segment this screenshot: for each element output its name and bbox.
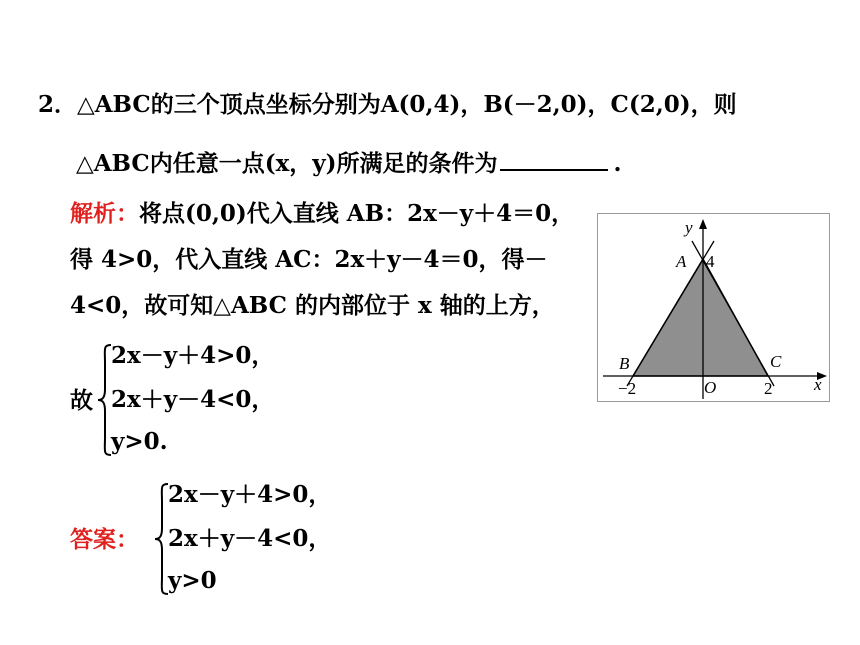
problem-line-2-text: △ABC内任意一点(x，y)所满足的条件为	[76, 150, 498, 177]
point-a-label: A	[676, 252, 687, 271]
graph-svg	[598, 214, 829, 401]
solution-line-2: 得 4>0，代入直线 AC：2x＋y－4＝0，得－	[70, 246, 548, 273]
answer-label: 答案：	[70, 527, 139, 553]
tick-a-label: 4	[706, 252, 715, 271]
axis-x-label: x	[814, 375, 822, 394]
solution-line-3: 4<0，故可知△ABC 的内部位于 x 轴的上方，	[70, 292, 555, 319]
solution-system	[97, 341, 297, 459]
origin-label: O	[704, 378, 717, 397]
solution-prefix: 故	[70, 387, 93, 414]
point-b-label: B	[619, 354, 630, 373]
solution-system-row-1: 2x－y＋4>0，	[111, 342, 275, 369]
solution-system-row-3: y>0.	[111, 428, 168, 455]
point-c-label: C	[770, 352, 782, 371]
answer-system-row-1: 2x－y＋4>0，	[168, 481, 332, 508]
answer-blank	[500, 145, 608, 171]
answer-system-row-3: y>0	[168, 567, 217, 594]
answer-system	[154, 480, 354, 598]
solution-label: 解析：	[70, 201, 139, 227]
triangle-graph	[597, 213, 830, 402]
solution-line-1	[70, 199, 574, 229]
triangle-region	[633, 259, 768, 376]
tick-c-label: 2	[764, 379, 773, 398]
solution-line-1-text: 将点(0,0)代入直线 AB：2x－y＋4＝0，	[139, 200, 575, 227]
problem-line-2	[76, 145, 622, 179]
solution-system-row-2: 2x＋y－4<0，	[111, 386, 275, 413]
axis-y-label: y	[685, 218, 693, 237]
answer-system-row-2: 2x＋y－4<0，	[168, 525, 332, 552]
problem-line-1: 2．△ABC的三个顶点坐标分别为A(0,4)，B(－2,0)，C(2,0)，则	[38, 91, 737, 118]
y-axis-arrow-icon	[699, 219, 707, 229]
tick-b-label: −2	[618, 379, 637, 398]
problem-line-2-end: .	[613, 150, 622, 177]
